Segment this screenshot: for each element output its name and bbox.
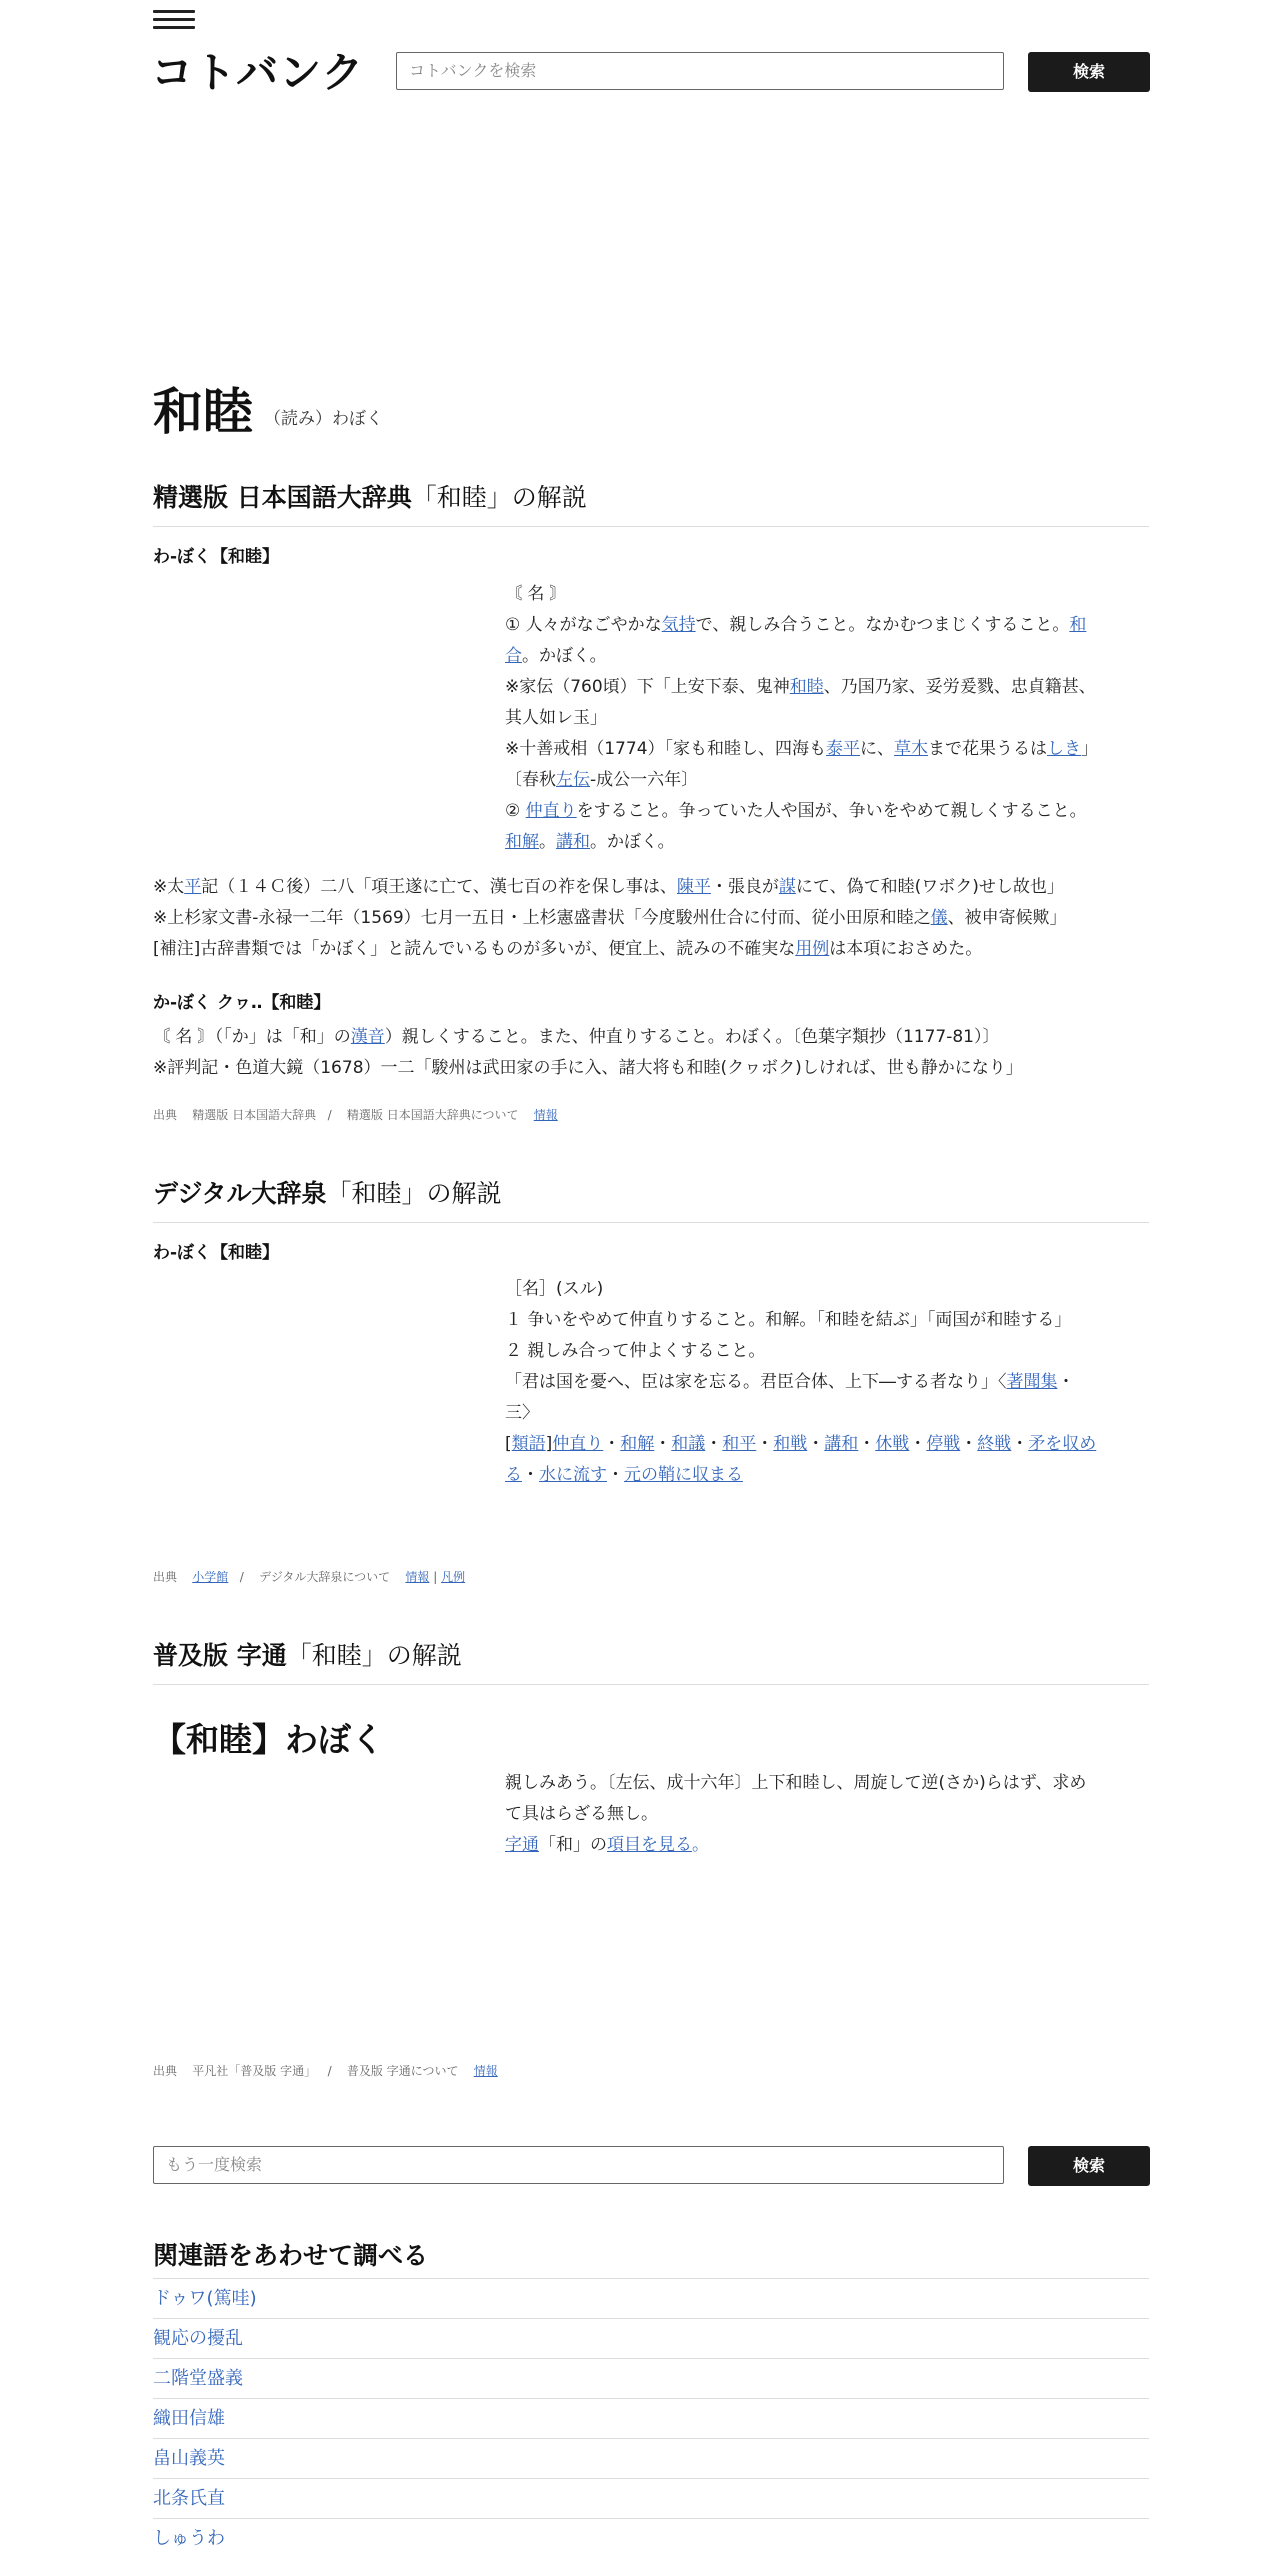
definition-line: 親しみあう。〔左伝、成十六年〕上下和睦し、周旋して逆(さか)らはず、求め (505, 1773, 1087, 1793)
related-word-item (153, 2358, 1149, 2398)
section-heading-suffix: 「和睦」の解説 (286, 1641, 462, 1670)
synonym-link[interactable]: 元の鞘に収まる (624, 1465, 743, 1485)
synonym-link[interactable]: 仲直り (552, 1434, 604, 1454)
citation-line: ※評判記・色道大鏡（1678）一二「駿州は武田家の手に入、諸大将も和睦(クヮボク)しければ、世も静かになり」 (153, 1058, 1023, 1078)
link-taihei[interactable]: 泰平 (826, 739, 861, 759)
reading-label: （読み）わぼく (264, 409, 383, 429)
section-heading-suffix: 「和睦」の解説 (326, 1179, 502, 1208)
citation-line: ※太平記（１４Ｃ後）二八「項王遂に亡て、漢七百の祚を保し事は、陳平・張良が謀にて、偽て和睦(ワボク)せし故也」 (153, 877, 1064, 897)
citation-line: ※十善戒相（1774）「家も和睦し、四海も泰平に、草木まで花果うるはしき」 (505, 739, 1099, 759)
synonym-link[interactable]: 停戦 (926, 1434, 961, 1454)
synonym-link[interactable]: 講和 (824, 1434, 859, 1454)
related-word-item (153, 2478, 1149, 2518)
link-shiki[interactable]: しき (1047, 739, 1082, 759)
link-soumoku[interactable]: 草木 (894, 739, 929, 759)
source-line: 出典 精選版 日本国語大辞典 / 精選版 日本国語大辞典について 情報 (153, 1108, 558, 1122)
link-kouwa[interactable]: 講和 (556, 832, 590, 852)
section-heading-nikkoku (153, 478, 1149, 527)
link-wagou-2[interactable]: 合 (505, 646, 522, 666)
part-of-speech: 〘 名 〙 (505, 584, 567, 604)
definition-line: １ 争いをやめて仲直りすること。和解。「和睦を結ぶ」「両国が和睦する」 (505, 1310, 1072, 1330)
citation-line: 〔春秋左伝‐成公一六年〕 (505, 770, 699, 790)
search-button[interactable]: 検索 (1028, 52, 1150, 92)
definition-line: ２ 親しみ合って仲よくすること。 (505, 1341, 766, 1361)
synonym-link[interactable]: 和解 (620, 1434, 655, 1454)
related-word-link[interactable]: 畠山義英 (153, 2448, 225, 2469)
link-chinpei[interactable]: 陳平 (676, 877, 711, 897)
related-word-link[interactable]: ドゥワ(篤哇) (153, 2288, 257, 2309)
link-waboku[interactable]: 和睦 (789, 677, 824, 697)
section-source-name: 精選版 日本国語大辞典 (153, 483, 412, 512)
reference-line: 字通「和」の項目を見る。 (505, 1835, 709, 1855)
search-input[interactable]: コトバンクを検索 (396, 52, 1004, 90)
link-wagou-1[interactable]: 和 (1069, 615, 1087, 635)
site-logo[interactable]: コトバンク (151, 48, 365, 97)
citation-line: 「君は国を憂へ、臣は家を忘る。君臣合体、上下―する者なり」〈著聞集・ (505, 1372, 1075, 1392)
related-word-item (153, 2438, 1149, 2478)
definition-line: て具はらざる無し。 (505, 1804, 658, 1824)
definition-line: ② 仲直りをすること。争っていた人や国が、争いをやめて親しくすること。 (505, 801, 1087, 821)
definition-block (505, 579, 1150, 858)
synonym-link[interactable]: 和議 (671, 1434, 706, 1454)
link-see-entry[interactable]: 項目を見る (607, 1835, 692, 1855)
definition-line: ① 人々がなごやかな気持で、親しみ合うこと。なかむつまじくすること。和 (505, 615, 1087, 635)
related-word-link[interactable]: 観応の擾乱 (153, 2328, 243, 2349)
source-publisher-link[interactable]: 小学館 (192, 1570, 229, 1584)
source-info-link[interactable]: 情報 (473, 2064, 498, 2078)
entry-heading: わ‐ぼく【和睦】 (153, 1243, 280, 1263)
source-info-link[interactable]: 情報 (533, 1108, 558, 1122)
related-word-item (153, 2318, 1149, 2358)
related-word-item (153, 2278, 1149, 2318)
related-words-heading: 関連語をあわせて調べる (153, 2241, 429, 2270)
entry-heading-kaboku: か‐ぼく クヮ‥【和睦】 (153, 993, 331, 1013)
synonym-link[interactable]: 和平 (722, 1434, 757, 1454)
section-heading-suffix: 「和睦」の解説 (411, 483, 587, 512)
definition-line: 〘 名 〙（「か」は「和」の漢音）親しくすること。また、仲直りすること。わぼく。〔色葉字類抄（1177‐81）〕 (153, 1027, 1000, 1047)
related-word-item (153, 2518, 1149, 2558)
synonym-link[interactable]: る (505, 1465, 522, 1485)
related-words-list (153, 2278, 1149, 2558)
entry-heading: 【和睦】わぼく (153, 1720, 384, 1759)
page-title: 和睦 (153, 383, 253, 441)
link-jitsu[interactable]: 字通 (505, 1835, 539, 1855)
related-word-link[interactable]: 織田信雄 (153, 2408, 225, 2429)
link-wakai[interactable]: 和解 (505, 832, 539, 852)
definition-line: 合。かぼく。 (505, 646, 607, 666)
link-yourei[interactable]: 用例 (795, 939, 830, 959)
source-line: 出典 小学館 / デジタル大辞泉について 情報 | 凡例 (153, 1570, 466, 1584)
definition-block (505, 1768, 1150, 1861)
source-info-link[interactable]: 情報 (405, 1570, 430, 1584)
definition-block (505, 1274, 1150, 1491)
source-hanrei-link[interactable]: 凡例 (441, 1570, 466, 1584)
citation-block (153, 872, 1153, 965)
synonym-link[interactable]: 休戦 (875, 1434, 910, 1454)
link-ruigo[interactable]: 類語 (511, 1434, 546, 1454)
search-again-input[interactable]: もう一度検索 (153, 2146, 1004, 2184)
link-nakanaori[interactable]: 仲直り (525, 801, 577, 821)
synonym-link[interactable]: 矛を収め (1028, 1434, 1097, 1454)
definition-block-kaboku (153, 1022, 1153, 1084)
source-line: 出典 平凡社「普及版 字通」 / 普及版 字通について 情報 (153, 2064, 498, 2078)
related-word-link[interactable]: しゅうわ (153, 2528, 225, 2549)
synonyms-line: [類語]仲直り・和解・和議・和平・和戦・講和・休戦・停戦・終戦・矛を収め (505, 1434, 1097, 1454)
link-hei[interactable]: 平 (184, 877, 202, 897)
search-again-button[interactable]: 検索 (1028, 2146, 1150, 2186)
synonyms-line: る・水に流す・元の鞘に収まる (505, 1465, 743, 1485)
section-source-name: デジタル大辞泉 (153, 1179, 327, 1208)
link-saden[interactable]: 左伝 (556, 770, 590, 790)
synonym-link[interactable]: 和戦 (773, 1434, 808, 1454)
citation-line: 其人如レ玉」 (505, 708, 607, 728)
section-source-name: 普及版 字通 (153, 1641, 287, 1670)
section-heading-daijisen (153, 1174, 1149, 1223)
link-gi[interactable]: 儀 (930, 908, 948, 928)
part-of-speech: ［名］(スル) (505, 1279, 604, 1299)
related-word-item (153, 2398, 1149, 2438)
hamburger-menu-icon[interactable] (153, 10, 195, 32)
supplementary-note: [補注]古辞書類では「かぼく」と読んでいるものが多いが、便宜上、読みの不確実な用例は本項におさめた。 (153, 939, 983, 959)
related-word-link[interactable]: 二階堂盛義 (153, 2368, 243, 2389)
link-kanon[interactable]: 漢音 (350, 1027, 385, 1047)
link-chomonju[interactable]: 著聞集 (1006, 1372, 1058, 1392)
link-kimochi[interactable]: 気持 (661, 615, 696, 635)
entry-heading: わ‐ぼく【和睦】 (153, 547, 280, 567)
related-word-link[interactable]: 北条氏直 (153, 2488, 225, 2509)
section-heading-jitsu (153, 1636, 1149, 1685)
citation-line: ※家伝（760頃）下「上安下泰、鬼神和睦、乃国乃家、妥労爰戮、忠貞籍甚、 (505, 677, 1096, 697)
citation-line: 三〉 (505, 1403, 539, 1423)
definition-line: 和解。講和。かぼく。 (505, 832, 675, 852)
synonym-link[interactable]: 終戦 (977, 1434, 1012, 1454)
synonym-link[interactable]: 水に流す (539, 1465, 607, 1485)
citation-line: ※上杉家文書‐永禄一二年（1569）七月一五日・上杉憲盛書状「今度駿州仕合に付而、従小田原和睦之儀、被申寄候歟」 (153, 908, 1067, 928)
link-hakarigoto[interactable]: 謀 (778, 877, 796, 897)
